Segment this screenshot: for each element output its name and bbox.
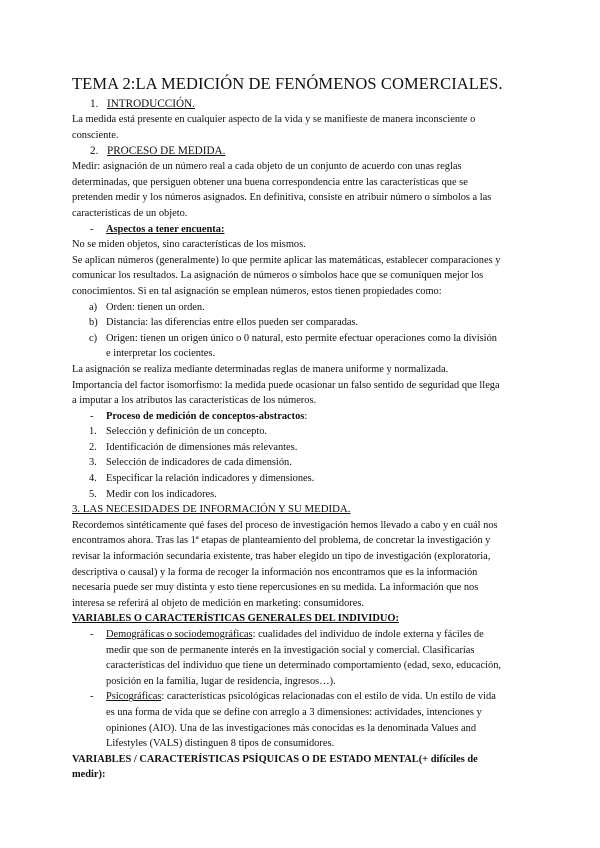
- list-marker: a): [89, 301, 98, 313]
- rules-paragraph: La asignación se realiza mediante determinadas reglas de manera uniforme y normalizada.: [72, 363, 449, 375]
- section-1-text: La medida está presente en cualquier aspecto de la vida y se manifieste de manera inconsciente o consciente.: [72, 114, 476, 141]
- page-title: TEMA 2:LA MEDICIÓN DE FENÓMENOS COMERCIALES.: [72, 74, 503, 93]
- list-item: [72, 331, 504, 362]
- list-item-text: Identificación de dimensiones más relevantes.: [106, 441, 298, 453]
- variable-label: Psicográficas: [106, 691, 162, 703]
- list-item: [72, 471, 504, 487]
- variables-psiquicas-heading: VARIABLES / CARACTERÍSTICAS PSÍQUICAS O DE ESTADO MENTAL(+ difíciles de medir):: [72, 753, 478, 781]
- section-1-number: 1.: [90, 98, 99, 110]
- list-item-text: Distancia: las diferencias entre ellos pueden ser comparadas.: [106, 317, 359, 329]
- isomorfismo-paragraph: Importancia del factor isomorfismo: la medida puede ocasionar un falso sentido de seguridad que llega a imputar a los atributos las características de los números.: [72, 379, 500, 407]
- list-marker: 1.: [89, 426, 97, 438]
- list-item: [72, 487, 504, 503]
- section-3-heading: [72, 502, 504, 518]
- proceso-label: Proceso de medición de conceptos-abstractos: [106, 410, 305, 422]
- aspectos-label: Aspectos a tener encuenta:: [106, 223, 225, 235]
- list-marker: c): [89, 332, 98, 344]
- aspectos-heading: [72, 222, 504, 238]
- list-item-text: Selección y definición de un concepto.: [106, 426, 267, 438]
- variables-generales-title: VARIABLES O CARACTERÍSTICAS GENERALES DEL INDIVIDUO:: [72, 613, 399, 625]
- proceso-heading: [72, 409, 504, 425]
- list-marker: b): [89, 317, 98, 329]
- properties-list: [72, 300, 504, 362]
- dash-marker: -: [90, 223, 94, 235]
- section-1-heading: [72, 96, 504, 112]
- list-item-text: Especificar la relación indicadores y dimensiones.: [106, 473, 315, 485]
- list-item: [72, 315, 504, 331]
- aspectos-paragraph-1: No se miden objetos, sino características de los mismos.: [72, 239, 306, 251]
- list-item: [72, 689, 504, 751]
- aspectos-paragraph-2: Se aplican números (generalmente) lo que permite aplicar las matemáticas, establecer comparaciones y comunicar los resultados. La asignación de números o símbolos hace que se comuniquen mejor los conocimientos. Si en tal asignación se emplean números, estos tienen propiedades como:: [72, 254, 501, 297]
- list-item-text: Origen: tienen un origen único o 0 natural, esto permite efectuar operaciones como la división e interpretar los cocientes.: [106, 332, 497, 360]
- proceso-colon: :: [304, 410, 308, 422]
- list-item: [72, 455, 504, 471]
- list-marker: 5.: [89, 488, 97, 500]
- medir-paragraph: Medir: asignación de un número real a cada objeto de un conjunto de acuerdo con unas reglas determinadas, que persiguen obtener una buena correspondencia entre las características que se pretenden medir y los números asignados. En definitiva, consiste en atribuir número o símbolos a las características de un objeto.: [72, 161, 492, 219]
- section-3-text: Recordemos sintéticamente qué fases del proceso de investigación hemos llevado a cabo y en cuál nos encontramos ahora. Tras las 1ª etapas de planteamiento del problema, de concretar la investigación y revisar la información secundaria existente, tras haber elegido un tipo de investigación (exploratoria, descriptiva o causal) y la forma de recoger la información nos encontramos que es la información necesaria puede ser muy distinta y esto tiene repercusiones en su medida. La información que nos interesa se referirá al objeto de medición en marketing: consumidores.: [72, 519, 498, 609]
- list-item: [72, 440, 504, 456]
- list-item-text: Selección de indicadores de cada dimensión.: [106, 457, 292, 469]
- list-item: [72, 300, 504, 316]
- list-item: [72, 627, 504, 689]
- list-item-text: Medir con los indicadores.: [106, 488, 217, 500]
- dash-marker: -: [90, 691, 94, 703]
- list-item: [72, 424, 504, 440]
- section-2-number: 2.: [90, 145, 99, 158]
- list-marker: 2.: [89, 441, 97, 453]
- variable-label: Demográficas o sociodemográficas: [106, 629, 253, 640]
- document-page: [72, 74, 504, 783]
- steps-list: [72, 424, 504, 502]
- dash-marker: -: [90, 629, 94, 640]
- variable-text: : características psicológicas relacionadas con el estilo de vida. Un estilo de vida es una forma de vida que se define con arreglo a 3 dimensiones: actividades, intenciones y opiniones (AIO). Una de las investigaciones más conocidas es la denominada Values and Lifestyles (VALS) distinguen 8 tipos de consumidores.: [106, 691, 496, 750]
- variables-generales-heading: [72, 611, 504, 627]
- list-marker: 3.: [89, 457, 97, 469]
- list-item-text: Orden: tienen un orden.: [106, 301, 205, 313]
- variable-text: : cualidades del individuo de índole externa y fáciles de medir que son de permanente interés en la investigación social y comercial. Clasificarías características del individuo que tiene un determinado comportamiento (edad, sexo, educación, posición en la familia, lugar de residencia, ingresos…).: [106, 629, 501, 687]
- section-1-title: INTRODUCCIÓN.: [107, 98, 195, 110]
- dash-marker: -: [90, 410, 94, 422]
- section-3-title: 3. LAS NECESIDADES DE INFORMACIÓN Y SU MEDIDA.: [72, 503, 351, 516]
- section-2-heading: [72, 143, 504, 159]
- list-marker: 4.: [89, 473, 97, 485]
- section-2-title: PROCESO DE MEDIDA.: [107, 145, 226, 158]
